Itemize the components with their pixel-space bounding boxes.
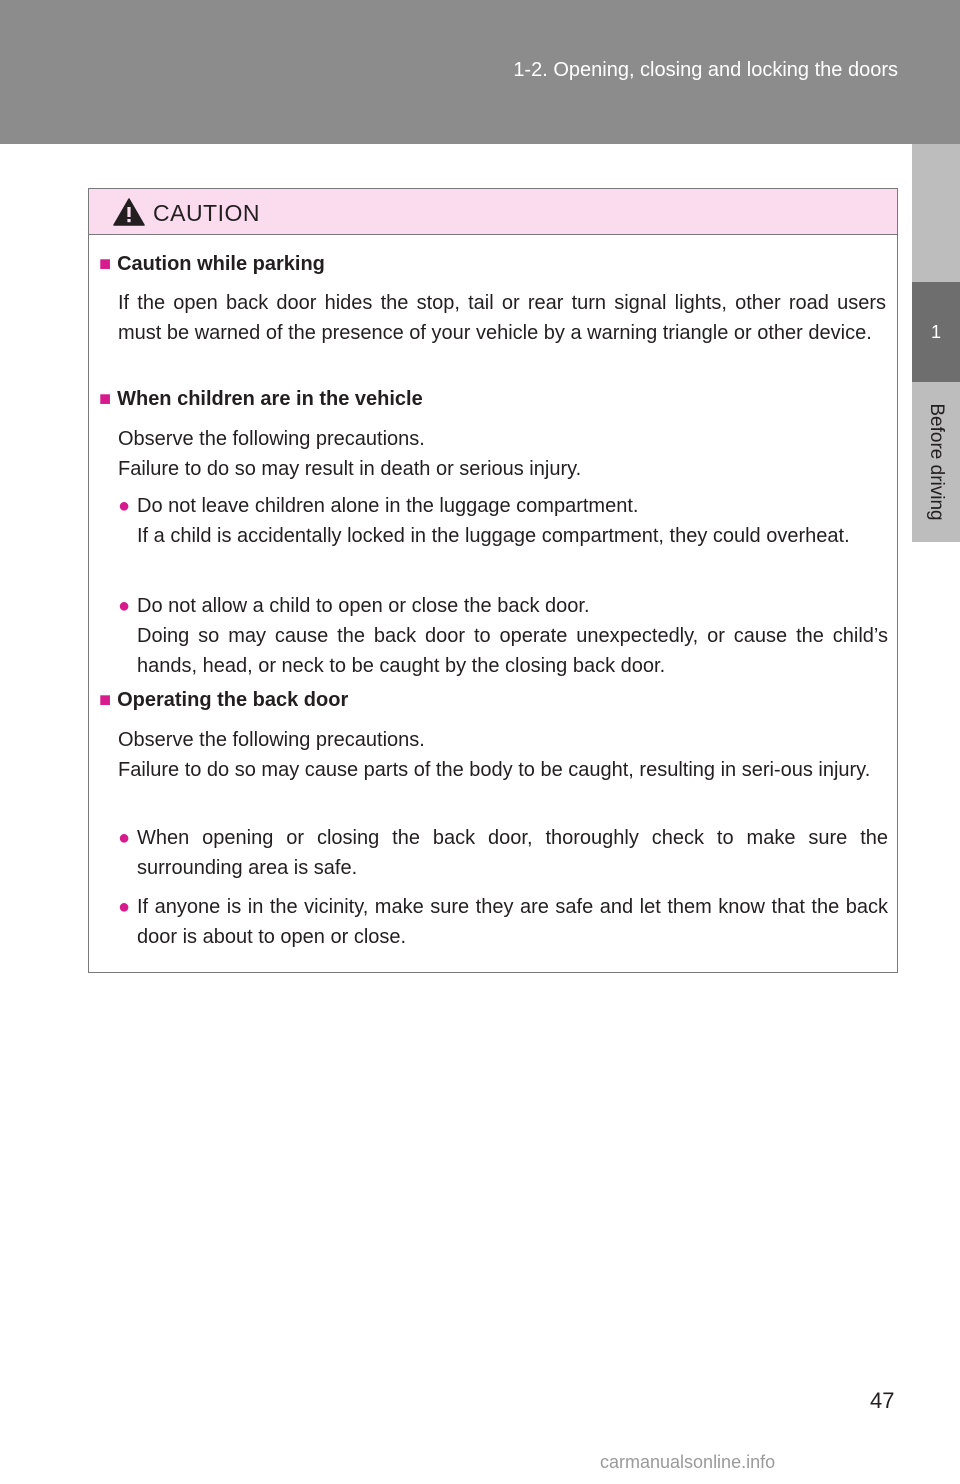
watermark: carmanualsonline.info bbox=[600, 1452, 776, 1472]
page-number: 47 bbox=[870, 1388, 895, 1413]
paragraph: Failure to do so may cause parts of the body to be caught, resulting in seri-ous injury. bbox=[118, 759, 871, 781]
bullet-lead: Do not leave children alone in the luggage compartment. bbox=[137, 495, 639, 517]
section-heading-text: Caution while parking bbox=[117, 253, 325, 275]
square-bullet-icon: ■ bbox=[99, 388, 112, 410]
caution-title: CAUTION bbox=[153, 200, 260, 226]
bullet-lead: When opening or closing the back door, thoroughly check to make sure the surrounding area is safe. bbox=[137, 827, 888, 879]
paragraph: If the open back door hides the stop, tail or rear turn signal lights, other road users must be warned of the presence of your vehicle by a warning triangle or other device. bbox=[118, 292, 886, 344]
circle-bullet-icon: ● bbox=[118, 595, 131, 617]
paragraph: Failure to do so may result in death or serious injury. bbox=[118, 458, 582, 480]
side-tab-rest bbox=[912, 542, 960, 1484]
bullet-lead: Do not allow a child to open or close the back door. bbox=[137, 595, 590, 617]
circle-bullet-icon: ● bbox=[118, 495, 131, 517]
bullet-detail: Doing so may cause the back door to operate unexpectedly, or cause the child’s hands, head, or neck to be caught by the closing back door. bbox=[137, 625, 888, 677]
chapter-label-tab bbox=[912, 382, 960, 542]
paragraph: Observe the following precautions. bbox=[118, 428, 425, 450]
section-heading-text: Operating the back door bbox=[117, 689, 349, 711]
section-heading-children bbox=[99, 388, 423, 411]
side-tab-top bbox=[912, 144, 960, 282]
circle-bullet-icon: ● bbox=[118, 827, 131, 849]
chapter-number: 1 bbox=[930, 322, 941, 342]
caution-box bbox=[88, 188, 898, 973]
square-bullet-icon: ■ bbox=[99, 253, 112, 275]
circle-bullet-icon: ● bbox=[118, 896, 131, 918]
bullet-detail: If a child is accidentally locked in the luggage compartment, they could overheat. bbox=[137, 525, 850, 547]
square-bullet-icon: ■ bbox=[99, 689, 112, 711]
chapter-number-box bbox=[912, 282, 960, 382]
section-title: 1-2. Opening, closing and locking the doors bbox=[513, 59, 898, 81]
bullet-lead: If anyone is in the vicinity, make sure they are safe and let them know that the back door is about to open or close. bbox=[137, 896, 888, 948]
paragraph: Observe the following precautions. bbox=[118, 729, 425, 751]
section-heading-text: When children are in the vehicle bbox=[117, 388, 423, 410]
section-heading-back-door bbox=[99, 689, 348, 712]
warning-triangle-icon bbox=[113, 198, 145, 226]
section-heading-parking bbox=[99, 253, 325, 276]
header-band bbox=[0, 0, 960, 144]
caution-header bbox=[89, 189, 897, 235]
chapter-label: Before driving bbox=[926, 403, 947, 521]
